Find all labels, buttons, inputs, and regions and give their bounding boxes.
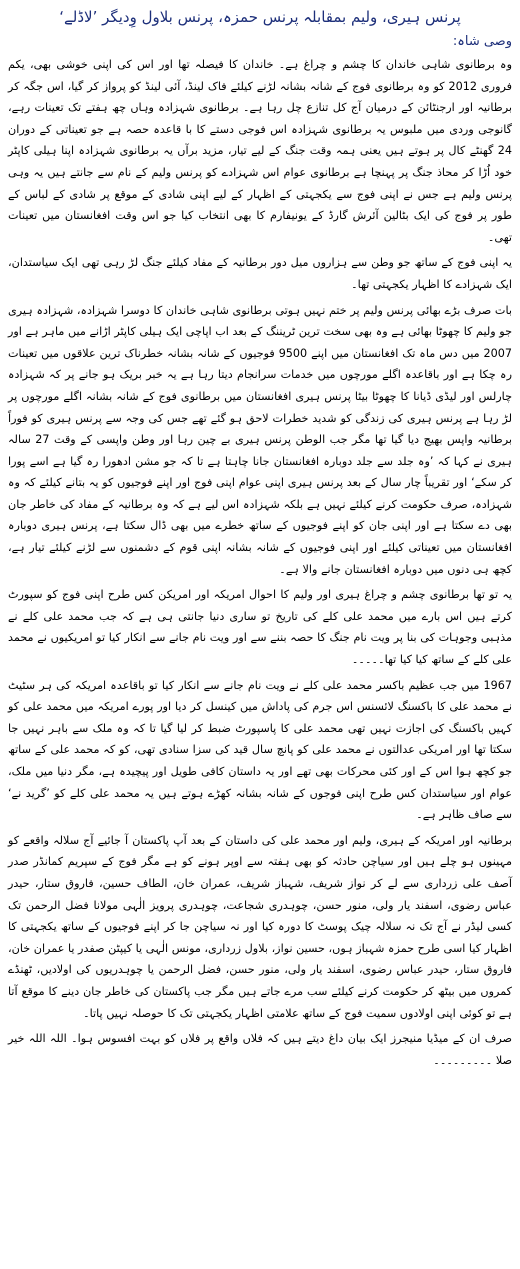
article-paragraph: 1967 میں جب عظیم باکسر محمد علی کلے نے ویت نام جانے سے انکار کیا تو باقاعدہ امریکہ کی ہر سٹیٹ نے محمد علی کا باکسنگ لائسنس اس جرم کی پاداش میں کینسل کر دیا اور پورے امریکہ میں محمد علی کو کہیں باکسنگ کی اجازت نہیں تھی محمد علی کا پاسپورٹ ضبط کر لیا گیا تا کہ وہ ملک سے باہر نہیں جا سکتا تھا اور امریکی عدالتوں نے محمد علی کو پانچ سال قید کی سزا سنادی تھی، کو کہ محمد علی کے ساتھ جو کچھ ہوا اس کے اور کئی محرکات بھی تھے اور یہ داستان کافی طویل اور پیچیدہ ہے، مگر دنیا میں ملک، عوام اور سیاستدان کس طرح اپنی فوجوں کے شانہ بشانہ کھڑے ہوتے ہیں یہ محمد علی کلے کو ’گرید نے‘ سے صاف ظاہر ہے۔ [8, 678, 512, 822]
article-paragraph: وہ برطانوی شاہی خاندان کا چشم و چراغ ہے۔ خاندان کا فیصلہ تھا اور اس کی اپنی خوشی بھی، یکم فروری 2012 کو وہ برطانوی فوج کے شانہ بشانہ لڑنے کیلئے فاک لینڈ، آئی لینڈ کو پرواز کر گیا، اس جگہ کر برطانیہ اور ارجنٹائن کے درمیان آج کل تنازع چل رہا ہے۔ برطانوی شہزادہ وہاں چھ ہفتے تک تعینات رہے، گانوجی وردی میں ملبوس یہ برطانوی شہزادہ اس فوجی دستے کا با قاعدہ حصہ ہے جو تعیناتی کے دوران 24 گھنٹے کال پر ہوتے ہیں یعنی ہمہ وقت جنگ کے لیے تیار، مزید برآں یہ برطانوی شہزادہ اپنا ہیلی کاپٹر خود اُڑا کر محاذ جنگ پر پہنچا ہے برطانوی عوام اس شہزادے کو پرنس ولیم کے نام سے جانتے ہیں یہ وہی پرنس ولیم ہے جس نے اپنی فوج سے یکجہتی کے اظہار کے لیے اپنی شادی کے موقع پر شادی کے لباس کے طور پر فوج کی ایک بٹالین آئرش گارڈ کے یونیفارم کا بھی انتخاب کیا جو اس وقت افغانستان میں تعینات تھی۔ [8, 58, 512, 244]
article-headline: پرنس ہیری، ولیم بمقابلہ پرنس حمزہ، پرنس بلاول وِدیگر ’لاڈلے‘ [59, 8, 461, 26]
article-paragraph: یہ تو تھا برطانوی چشم و چراغ ہیری اور ولیم کا احوال امریکہ اور امریکن کس طرح اپنی فوج کو سپورٹ کرتے ہیں اس بارے میں محمد علی کلے کی تاریخ تو ساری دنیا جانتی ہی ہے کہ جب محمد علی کلے نے مذہبی وجوہات کی بنا پر ویت نام جنگ کا حصہ بننے سے اور ویت نام جانے سے انکار کیا تو امریکیوں نے محمد علی کلے کے ساتھ کیا کیا تھا۔۔۔۔۔ [8, 588, 512, 667]
article-paragraph: بات صرف بڑے بھائی پرنس ولیم پر ختم نہیں ہوتی برطانوی شاہی خاندان کا دوسرا شہزادہ، شہزادہ ہیری جو ولیم کا چھوٹا بھائی ہے وہ بھی سخت ترین ٹریننگ کے بعد اب اپاچی ایک ہیلی کاپٹر اڑانے میں ماہر ہے اور 2007 میں دس ماہ تک افغانستان میں اپنے 9500 فوجیوں کے شانہ بشانہ خطرناک ترین علاقوں میں تعینات رہ چکا ہے اور باقاعدہ اگلے مورچوں میں خدمات سرانجام دیتا رہا ہے یہ خبر بریک ہو جانے پر کہ شہزادہ چارلس اور لیڈی ڈیانا کا چھوٹا بیٹا پرنس ہیری افغانستان میں برطانوی فوج کے شانہ بشانہ اگلے مورچوں پر لڑ رہا ہے پرنس ہیری کی زندگی کو شدید خطرات لاحق ہو گئے تھے جس کی وجہ سے پرنس ہیری کو فوراً برطانیہ واپس بھیج دیا گیا تھا مگر جب الوطن پرنس ہیری بے چین رہا اور وطن واپسی کے وقت 27 سالہ ہیری نے کہا کہ ’وہ جلد سے جلد دوبارہ افغانستان جانا چاہتا ہے تا کہ جو مشن ادھورا رہ گیا ہے اسے پورا کر سکے‘ اور تقریباً چار سال کے بعد پرنس ہیری اپنی عوام اپنی فوج اور اپنے فوجیوں کو یہ بتانے کیلئے کہ وہ شہزادہ، صرف حکومت کرنے کیلئے نہیں ہے بلکہ شہزادہ اس لیے ہے کہ وہ برطانیہ کے مفاد کی خاطر جان بھی دے سکتا ہے اور اپنی جان کو اپنے فوجیوں کے ساتھ خطرے میں بھی ڈال سکتا ہے، پرنس ہیری دوبارہ افغانستان میں تعیناتی کیلئے اور اپنی فوجیوں کے شانہ بشانہ اپنی قوم کے دشمنوں سے لڑنے کیلئے تیار ہے، کچھ ہی دنوں میں دوبارہ افغانستان جانے والا ہے۔ [8, 303, 512, 576]
article-author: وصی شاہ: [452, 34, 512, 49]
article-paragraph: برطانیہ اور امریکہ کے ہیری، ولیم اور محمد علی کی داستان کے بعد آپ پاکستان آ جائیے آج سلالہ واقعے کو مہینوں ہو چلے ہیں اور سیاچن حادثہ کو بھی ہفتہ سے اوپر ہونے کو ہے مگر فوج کے سپریم کمانڈر صدر آصف علی زرداری سے لے کر نواز شریف، شہباز شریف، عمران خان، الطاف حسین، فاروق ستار، حیدر عباس رضوی، اسفند یار ولی، منور حسن، چوہدری شجاعت، چوہدری پرویز الٰہی مولانا فضل الرحمن تک کسی لیڈر نے آج تک نہ سلالہ چیک پوسٹ کا دورہ کیا اور نہ سیاچن جا کر اپنے فوجیوں کے ساتھ یکجہتی کا اظہار کیا اسی طرح حمزہ شہباز ہوں، حسین نواز، بلاول زرداری، مونس الٰہی یا کیپٹن صفدر یا عمران خان، فاروق ستار، حیدر عباس رضوی، اسفند یار ولی، منور حسن، فضل الرحمن یا چوہدریوں کی اولادیں، ٹھنڈے کمروں میں بیٹھ کر حکومت کرنے کیلئے سب مرے جاتے ہیں مگر جب پاکستان کی خاطر جان دینے کا موقع آتا ہے تو کوئی اپنی اولادوں سمیت فوج کے ساتھ علامتی اظہار یکجہتی تک کا حوصلہ نہیں پاتا۔ [8, 833, 512, 1020]
article-body [8, 54, 512, 1071]
article-paragraph: یہ اپنی فوج کے ساتھ جو وطن سے ہزاروں میل دور برطانیہ کے مفاد کیلئے جنگ لڑ رہی تھی ایک سیاستدان، ایک شہزادے کا اظہار یکجہتی تھا۔ [8, 256, 512, 291]
article-paragraph: صرف ان کے میڈیا منیجرز ایک بیان داغ دیتے ہیں کہ فلاں واقع پر فلاں کو بہت افسوس ہوا۔ اللہ اللہ خیر صلا ۔۔۔۔۔۔۔۔۔ [8, 1032, 512, 1067]
